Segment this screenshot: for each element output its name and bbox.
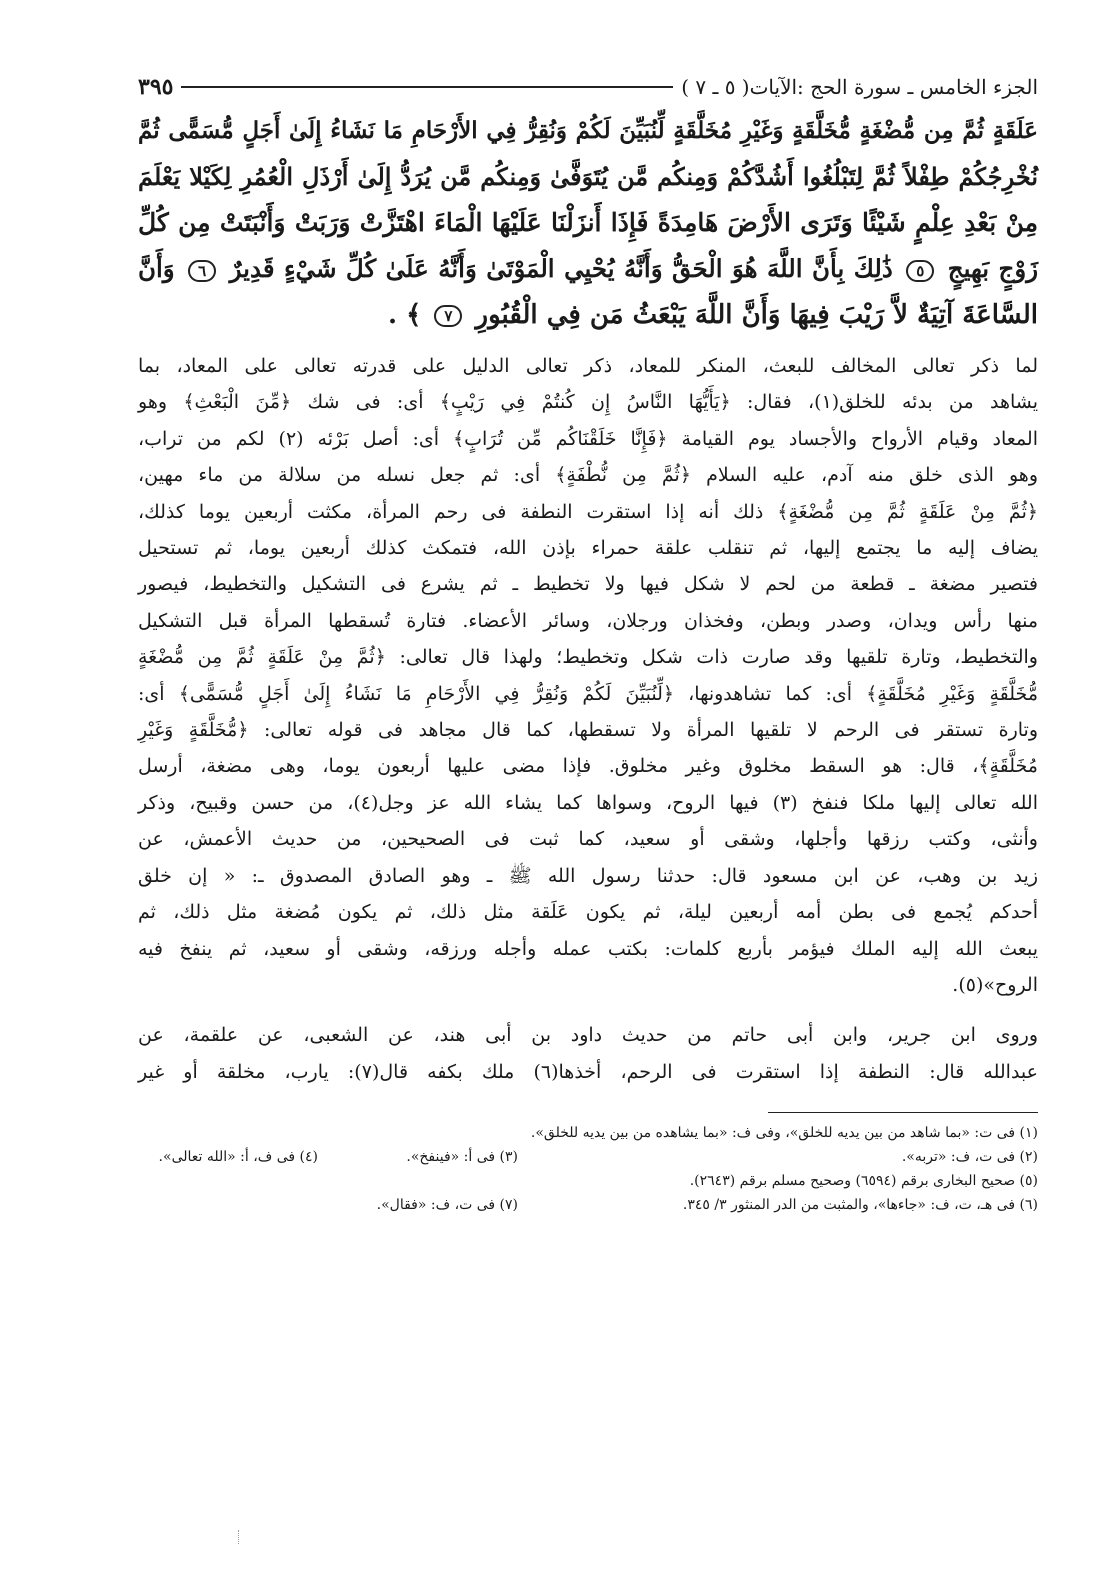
ayah-number-marker: ٦ xyxy=(188,260,216,282)
commentary-line: مُّخَلَّقَةٍ وَغَيْرِ مُخَلَّقَةٍ﴾ أى: كما تشاهدونها، ﴿لِّنُبَيِّنَ لَكُمْ وَنُقِرُّ فِي الأَرْحَامِ مَا نَشَاءُ إِلَىٰ أَجَلٍ مُّسَمًّى﴾ أى: xyxy=(138,682,1038,705)
commentary-line: الروح»(٥). xyxy=(952,973,1038,996)
verse-line: مِنْ بَعْدِ عِلْمٍ شَيْئًا وَتَرَى الأَرْضَ هَامِدَةً فَإِذَا أَنزَلْنَا عَلَيْهَا الْمَاءَ اهْتَزَّتْ وَرَبَتْ وَأَنْبَتَتْ مِن كُلِّ xyxy=(138,208,1038,237)
commentary-line: الله تعالى إليها ملكا فنفخ (٣) فيها الروح، وسواها كما يشاء الله عز وجل(٤)، من حسن وقبيح، وذكر xyxy=(138,791,1038,814)
verse-text: السَّاعَةَ آتِيَةٌ لاَّ رَيْبَ فِيهَا وَأَنَّ اللَّهَ يَبْعَثُ مَن فِي الْقُبُورِ xyxy=(475,300,1038,330)
commentary-line: يشاهد من بدئه للخلق(١)، فقال: ﴿يَأَيُّهَا النَّاسُ إِن كُنتُمْ فِي رَيْبٍ﴾ أى: فى شك ﴿مِّنَ الْبَعْثِ﴾ وهو xyxy=(138,391,1038,414)
commentary-line: ﴿ثُمَّ مِنْ عَلَقَةٍ ثُمَّ مِن مُّضْغَةٍ﴾ ذلك أنه إذا استقرت النطفة فى رحم المرأة، مكثت أربعين يوما كذلك، xyxy=(138,500,1038,523)
page-number: ٣٩٥ xyxy=(138,74,174,100)
commentary-line: مُخَلَّقَةٍ﴾، قال: هو السقط مخلوق وغير مخلوق. فإذا مضى عليها أربعون يوما، وهى مضغة، أرسل xyxy=(138,755,1038,778)
commentary-line: زيد بن وهب، عن ابن مسعود قال: حدثنا رسول الله ﷺ ـ وهو الصادق المصدوق ـ: « إن خلق xyxy=(138,864,1038,887)
footnote: (١) فى ت: «بما شاهد من بين يديه للخلق»، وفى ف: «بما يشاهده من بين يديه للخلق». xyxy=(530,1125,1038,1142)
footnote-row xyxy=(138,1193,1038,1217)
verse-text: ذَٰلِكَ بِأَنَّ اللَّهَ هُوَ الْحَقُّ وَأَنَّهُ يُحْيِي الْمَوْتَىٰ وَأَنَّهُ عَلَىٰ كُلِّ شَيْءٍ قَدِيرٌ xyxy=(229,254,893,283)
ayah-number-marker: ٥ xyxy=(906,260,934,282)
commentary-line: يضاف إليه ما يجتمع إليها، ثم تنقلب علقة حمراء بإذن الله، فتمكث كذلك أربعين يوما، ثم تستحيل xyxy=(138,537,1038,560)
verse-line: نُخْرِجُكُمْ طِفْلاً ثُمَّ لِتَبْلُغُوا أَشُدَّكُمْ وَمِنكُم مَّن يُتَوَفَّىٰ وَمِنكُم مَّن يُرَدُّ إِلَىٰ أَرْذَلِ الْعُمُرِ لِكَيْلا يَعْلَمَ xyxy=(138,162,1039,191)
verse-line xyxy=(138,292,1038,338)
commentary-line: المعاد وقيام الأرواح والأجساد يوم القيامة ﴿فَإِنَّا خَلَقْنَاكُم مِّن تُرَابٍ﴾ أى: أصل بَرْئه (٢) لكم من تراب، xyxy=(138,427,1038,450)
commentary-line: لما ذكر تعالى المخالف للبعث، المنكر للمعاد، ذكر تعالى الدليل على قدرته تعالى على المعاد، بما xyxy=(138,355,1038,377)
header-rule xyxy=(181,86,673,88)
footnote: (٦) فى هـ، ت، ف: «جاءها»، والمثبت من الدر المنثور ٣/ ٣٤٥. xyxy=(682,1197,1038,1214)
verse-text: زَوْجٍ بَهِيجٍ xyxy=(947,254,1039,283)
verse-line xyxy=(138,246,1038,292)
commentary-line: وهو الذى خلق منه آدم، عليه السلام ﴿ثُمَّ مِن نُّطْفَةٍ﴾ أى: ثم جعل نسله من سلالة من ماء مهين، xyxy=(138,464,1038,487)
commentary-line: أحدكم يُجمع فى بطن أمه أربعين ليلة، ثم يكون عَلَقة مثل ذلك، ثم يكون مُضغة مثل ذلك، ثم xyxy=(138,901,1038,924)
footnote: (٥) صحيح البخارى برقم (٦٥٩٤) وصحيح مسلم برقم (٢٦٤٣). xyxy=(689,1173,1038,1190)
commentary-line: يبعث الله إليه الملك فيؤمر بأربع كلمات: بكتب عمله وأجله ورزقه، وشقى أو سعيد، ثم ينفخ فيه xyxy=(138,937,1038,960)
commentary-line: وروى ابن جرير، وابن أبى حاتم من حديث داود بن أبى هند، عن الشعبى، عن علقمة، عن xyxy=(138,1024,1038,1047)
verse-line: عَلَقَةٍ ثُمَّ مِن مُّضْغَةٍ مُّخَلَّقَةٍ وَغَيْرِ مُخَلَّقَةٍ لِّنُبَيِّنَ لَكُمْ وَنُقِرُّ فِي الأَرْحَامِ مَا نَشَاءُ إِلَىٰ أَجَلٍ مُّسَمًّى ثُمَّ xyxy=(138,117,1038,144)
verse-text: وَأَنَّ xyxy=(138,254,175,283)
footnote-separator xyxy=(768,1112,1038,1113)
commentary-line: والتخطيط، وتارة تلقيها وقد صارت ذات شكل وتخطيط؛ ولهذا قال تعالى: ﴿ثُمَّ مِنْ عَلَقَةٍ ثُمَّ مِن مُّضْغَةٍ xyxy=(138,646,1038,669)
commentary-line: عبدالله قال: النطفة إذا استقرت فى الرحم، أخذها(٦) ملك بكفه قال(٧): يارب، مخلقة أو غير xyxy=(138,1060,1038,1083)
quran-verses xyxy=(138,108,1038,338)
commentary-paragraph xyxy=(138,1017,1038,1090)
commentary-line: فتصير مضغة ـ قطعة من لحم لا شكل فيها ولا تخطيط ـ ثم يشرع فى التشكيل والتخطيط، فيصور xyxy=(138,573,1038,596)
paragraph-gap xyxy=(138,1003,1038,1017)
footnote-row xyxy=(138,1145,1038,1169)
verse-text: ﴾ . xyxy=(387,300,422,330)
page xyxy=(138,70,1038,1217)
commentary-line: منها رأس ويدان، وصدر وبطن، وفخذان ورجلان، وسائر الأعضاء. فتارة تُسقطها المرأة قبل التشكيل xyxy=(138,609,1038,632)
footnotes xyxy=(138,1121,1038,1217)
footnote: (٤) فى ف، أ: «الله تعالى». xyxy=(158,1149,318,1166)
commentary-line: وتارة تستقر فى الرحم لا تلقيها المرأة ولا تسقطها، كما قال مجاهد فى قوله تعالى: ﴿مُّخَلَّقَةٍ وَغَيْرِ xyxy=(138,719,1038,742)
scan-mark xyxy=(238,1530,245,1544)
commentary-line: وأنثى، وكتب رزقها وأجلها، وشقى أو سعيد، كما ثبت فى الصحيحين، من حديث الأعمش، عن xyxy=(138,828,1038,851)
running-header xyxy=(138,70,1038,104)
header-title: الجزء الخامس ـ سورة الحج :الآيات( ٥ ـ ٧ ) xyxy=(681,75,1038,99)
footnote: (٢) فى ت، ف: «تربه». xyxy=(901,1149,1038,1166)
ayah-number-marker: ٧ xyxy=(434,305,462,327)
footnote: (٣) فى أ: «فينفخ». xyxy=(406,1149,518,1166)
footnote: (٧) فى ت، ف: «فقال». xyxy=(376,1197,518,1214)
commentary-paragraph xyxy=(138,348,1038,1003)
